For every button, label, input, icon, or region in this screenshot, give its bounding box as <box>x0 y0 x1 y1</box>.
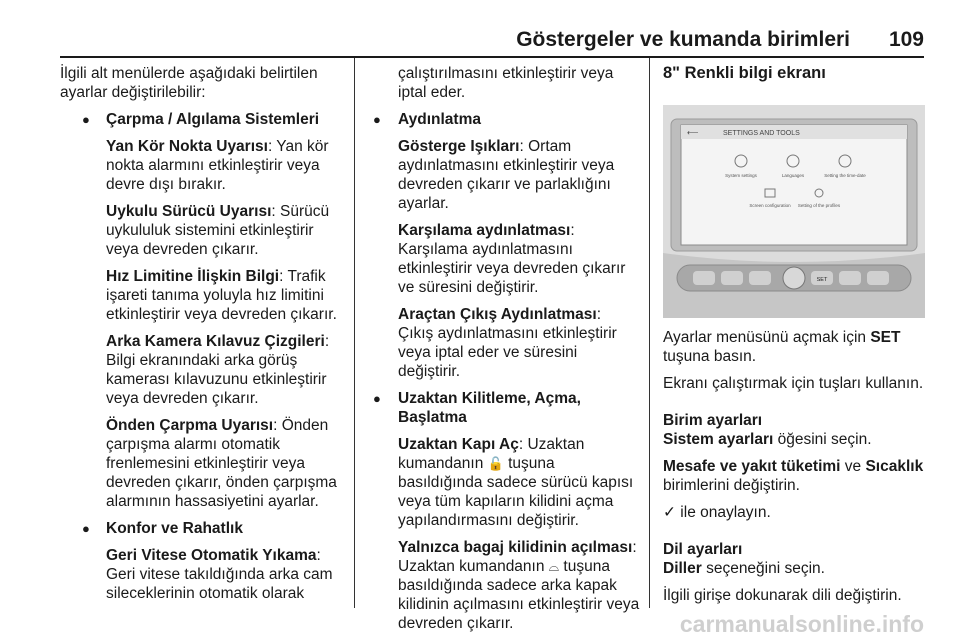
paragraph: ✓ ile onaylayın. <box>663 504 771 521</box>
page-title: Göstergeler ve kumanda birimleri <box>516 28 850 51</box>
infotainment-illustration <box>663 105 925 318</box>
column-divider <box>649 58 650 608</box>
setting-item: Hız Limitine İlişkin Bilgi: Trafik işareti tanıma yoluyla hız limitini etkinleştirir veya devreden çıkarır. <box>106 268 337 323</box>
checkmark-icon: ✓ <box>663 504 676 521</box>
page-header <box>0 0 960 56</box>
paragraph: Diller seçeneğini seçin. <box>663 560 825 577</box>
tailgate-icon: ⌓ <box>548 559 560 574</box>
icon-label: Screen configuration <box>749 203 791 208</box>
intro-text: İlgili alt menülerde aşağıdaki belirtilen ayarlar değiştirilebilir: <box>60 65 318 101</box>
setting-item: Yalnızca bagaj kilidinin açılması: Uzaktan kumandanın ⌓ tuşuna basıldığında sadece arka kapak kilidinin açılmasını etkinleştirir veya devreden çıkarır. <box>398 539 640 632</box>
subheading: Dil ayarları <box>663 541 743 558</box>
page-number: 109 <box>888 28 924 51</box>
paragraph: Ayarlar menüsünü açmak için SET tuşuna basın. <box>663 329 901 365</box>
setting-item: Yan Kör Nokta Uyarısı: Yan kör nokta alarmını etkinleştirir veya devre dışı bırakır. <box>106 138 329 193</box>
paragraph: İlgili girişe dokunarak dili değiştirin. <box>663 587 902 604</box>
bullet-title: ● Uzaktan Kilitleme, Açma, Başlatma <box>365 389 640 427</box>
paragraph: Ekranı çalıştırmak için tuşları kullanın. <box>663 375 924 392</box>
header-rule <box>60 56 924 58</box>
subheading: Birim ayarları <box>663 412 763 429</box>
setting-item: Uzaktan Kapı Aç: Uzaktan kumandanın 🔓 tuşuna basıldığında sadece sürücü kapısı veya tüm kapıların kilidini açma yapılandırmasını değiştirir. <box>398 436 634 529</box>
column-1 <box>60 64 348 611</box>
setting-item: Uykulu Sürücü Uyarısı: Sürücü uykululuk sistemini etkinleştirir veya devreden çıkarır. <box>106 203 330 258</box>
setting-item: Karşılama aydınlatması: Karşılama aydınlatmasını etkinleştirir veya devreden çıkarır ve süresini değiştirir. <box>398 222 626 296</box>
section-heading: 8" Renkli bilgi ekranı <box>663 64 826 82</box>
column-2 <box>365 64 640 641</box>
icon-label: System settings <box>725 173 757 178</box>
bullet-title: ● Aydınlatma <box>365 110 640 129</box>
column-divider <box>354 58 355 608</box>
setting-item: Geri Vitese Otomatik Yıkama: Geri vitese takıldığında arka cam sileceklerinin otomatik olarak <box>106 547 333 602</box>
icon-label: Languages <box>781 173 805 178</box>
icon-label: Setting the time-date <box>824 173 866 178</box>
unlock-key-icon: 🔓 <box>487 456 504 471</box>
watermark: carmanualsonline.info <box>679 611 924 637</box>
bullet-title: ● Çarpma / Algılama Sistemleri <box>60 110 348 129</box>
paragraph: Mesafe ve yakıt tüketimi ve Sıcaklık birimlerini değiştirin. <box>663 458 924 494</box>
set-button-label: SET <box>816 277 828 283</box>
volume-knob <box>783 267 805 289</box>
paragraph: Sistem ayarları öğesini seçin. <box>663 431 872 448</box>
setting-item: Önden Çarpma Uyarısı: Önden çarpışma alarmı otomatik frenlemesini etkinleştirir veya devreden çıkarır, önden çarpışma alarmının hassasiyetini ayarlar. <box>106 417 337 510</box>
setting-item: Gösterge Işıkları: Ortam aydınlatmasını etkinleştirir veya devreden çıkarır ve parlaklığını ayarlar. <box>398 138 615 212</box>
screen-title: SETTINGS AND TOOLS <box>723 130 800 137</box>
infotainment-figure <box>663 105 925 318</box>
back-arrow-icon: ⟵ <box>687 128 699 137</box>
setting-item: Arka Kamera Kılavuz Çizgileri: Bilgi ekranındaki arka görüş kamerası kılavuzunu etkinleştirir veya devreden çıkarır. <box>106 333 330 407</box>
continued-text: çalıştırılmasını etkinleştirir veya iptal eder. <box>398 65 614 101</box>
icon-label: Setting of the profiles <box>797 203 841 208</box>
setting-item: Araçtan Çıkış Aydınlatması: Çıkış aydınlatmasını etkinleştirir veya iptal eder ve süresini değiştirir. <box>398 306 617 380</box>
column-3 <box>663 64 925 613</box>
bullet-title: ● Konfor ve Rahatlık <box>60 519 348 538</box>
